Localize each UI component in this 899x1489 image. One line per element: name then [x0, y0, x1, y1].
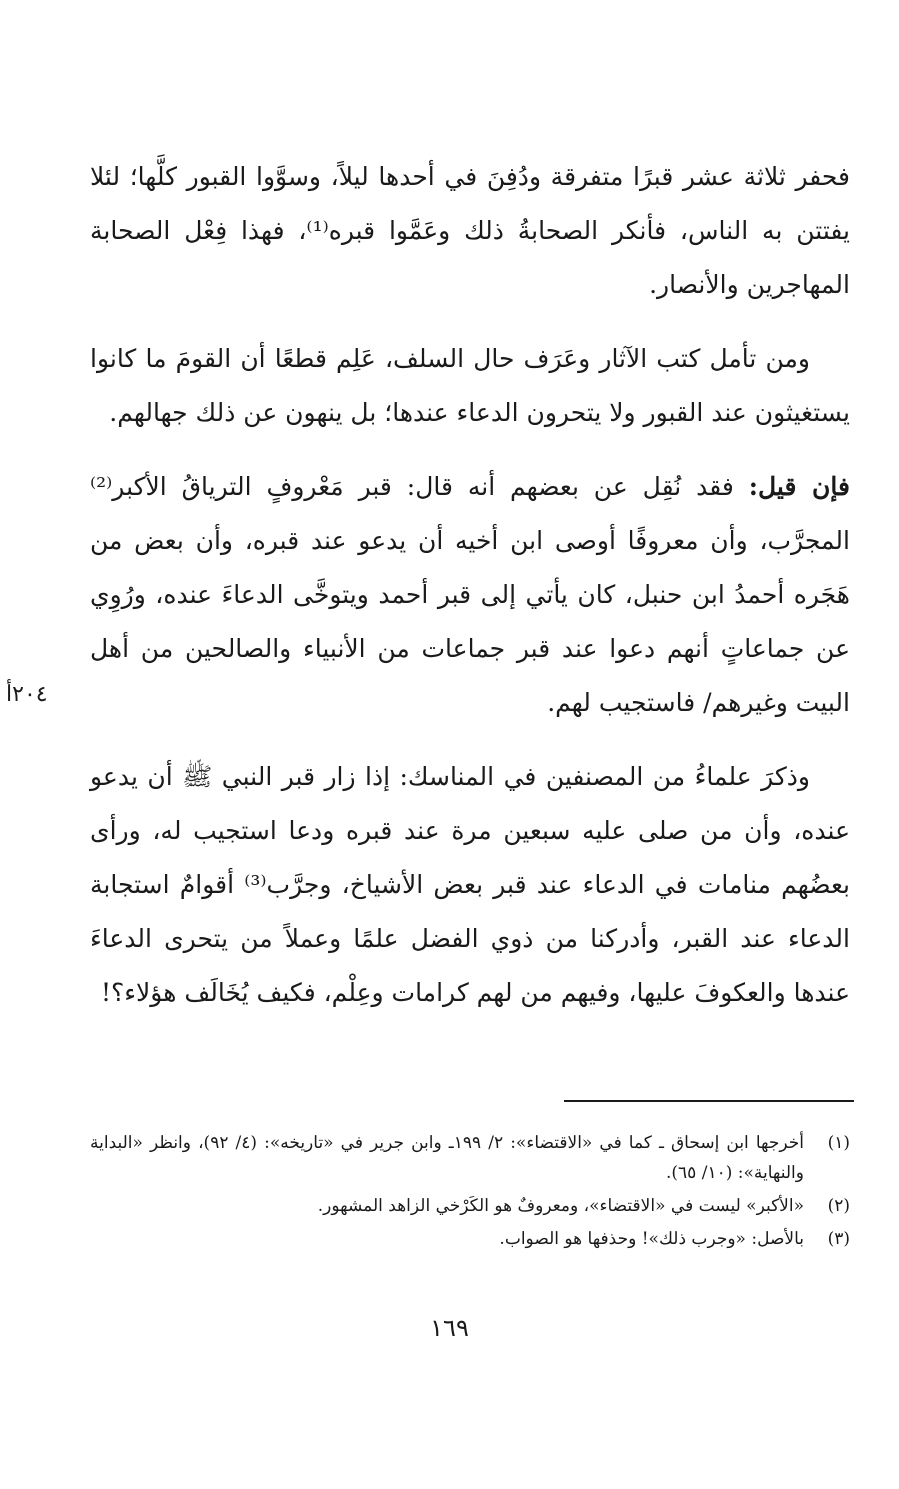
footnote-1-number: (١) [827, 1133, 850, 1153]
paragraph-3-text: فقد نُقِل عن بعضهم أنه قال: قبر مَعْروفٍ الترياقُ الأكبر⁽²⁾ المجرَّب، وأن معروفًا أوصى ابن أخيه أن يدعو عند قبره، وأن بعض من هَجَره أحمدُ ابن حنبل، كان يأتي إلى قبر أحمد ويتوخَّى الدعاءَ عنده، ورُوِي عن جماعاتٍ أنهم دعوا عند قبر جماعات من الأنبياء والصالحين من أهل البيت وغيرهم/ فاستجيب لهم. [90, 472, 850, 717]
footnote-3-number: (٣) [827, 1229, 850, 1249]
paragraph-2-text: ومن تأمل كتب الآثار وعَرَف حال السلف، عَلِم قطعًا أن القومَ ما كانوا يستغيثون عند القبور ولا يتحرون الدعاء عندها؛ بل ينهون عن ذلك جهالهم. [90, 344, 850, 427]
footnotes [90, 1128, 850, 1257]
paragraph-1 [90, 150, 850, 312]
footnote-2-text: «الأكبر» ليست في «الاقتضاء»، ومعروفٌ هو الكَرْخي الزاهد المشهور. [317, 1196, 804, 1216]
main-text [90, 150, 850, 1020]
page-number: ١٦٩ [430, 1314, 469, 1342]
footnote-3 [90, 1224, 850, 1254]
paragraph-4 [90, 750, 850, 1020]
paragraph-3-lead: فإن قيل: [748, 472, 850, 501]
paragraph-1-text: فحفر ثلاثة عشر قبرًا متفرقة ودُفِنَ في أحدها ليلاً، وسوَّوا القبور كلَّها؛ لئلا يفتتن به الناس، فأنكر الصحابةُ ذلك وعَمَّوا قبره⁽¹⁾، فهذا فِعْل الصحابة المهاجرين والأنصار. [90, 162, 850, 299]
footnote-2 [90, 1191, 850, 1221]
paragraph-4-text: وذكرَ علماءُ من المصنفين في المناسك: إذا زار قبر النبي ﷺ أن يدعو عنده، وأن من صلى عليه سبعين مرة عند قبره ودعا استجيب له، ورأى بعضُهم منامات في الدعاء عند قبر بعض الأشياخ، وجرَّب⁽³⁾ أقوامٌ استجابة الدعاء عند القبر، وأدركنا من ذوي الفضل علمًا وعملاً من يتحرى الدعاءَ عندها والعكوفَ عليها، وفيهم من لهم كرامات وعِلْم، فكيف يُخَالَف هؤلاء؟! [90, 762, 850, 1007]
footnote-separator [564, 1100, 854, 1102]
paragraph-2 [90, 332, 850, 440]
footnote-2-number: (٢) [827, 1196, 850, 1216]
paragraph-3 [90, 460, 850, 730]
footnote-1 [90, 1128, 850, 1188]
footnote-3-text: بالأصل: «وجرب ذلك»! وحذفها هو الصواب. [499, 1229, 804, 1249]
footnote-1-text: أخرجها ابن إسحاق ـ كما في «الاقتضاء»: ٢/ ١٩٩ـ وابن جرير في «تاريخه»: (٤/ ٩٢)، وانظر «البداية والنهاية»: (١٠/ ٦٥). [90, 1133, 804, 1183]
manuscript-folio-reference: ٢٠٤أ [6, 682, 48, 707]
